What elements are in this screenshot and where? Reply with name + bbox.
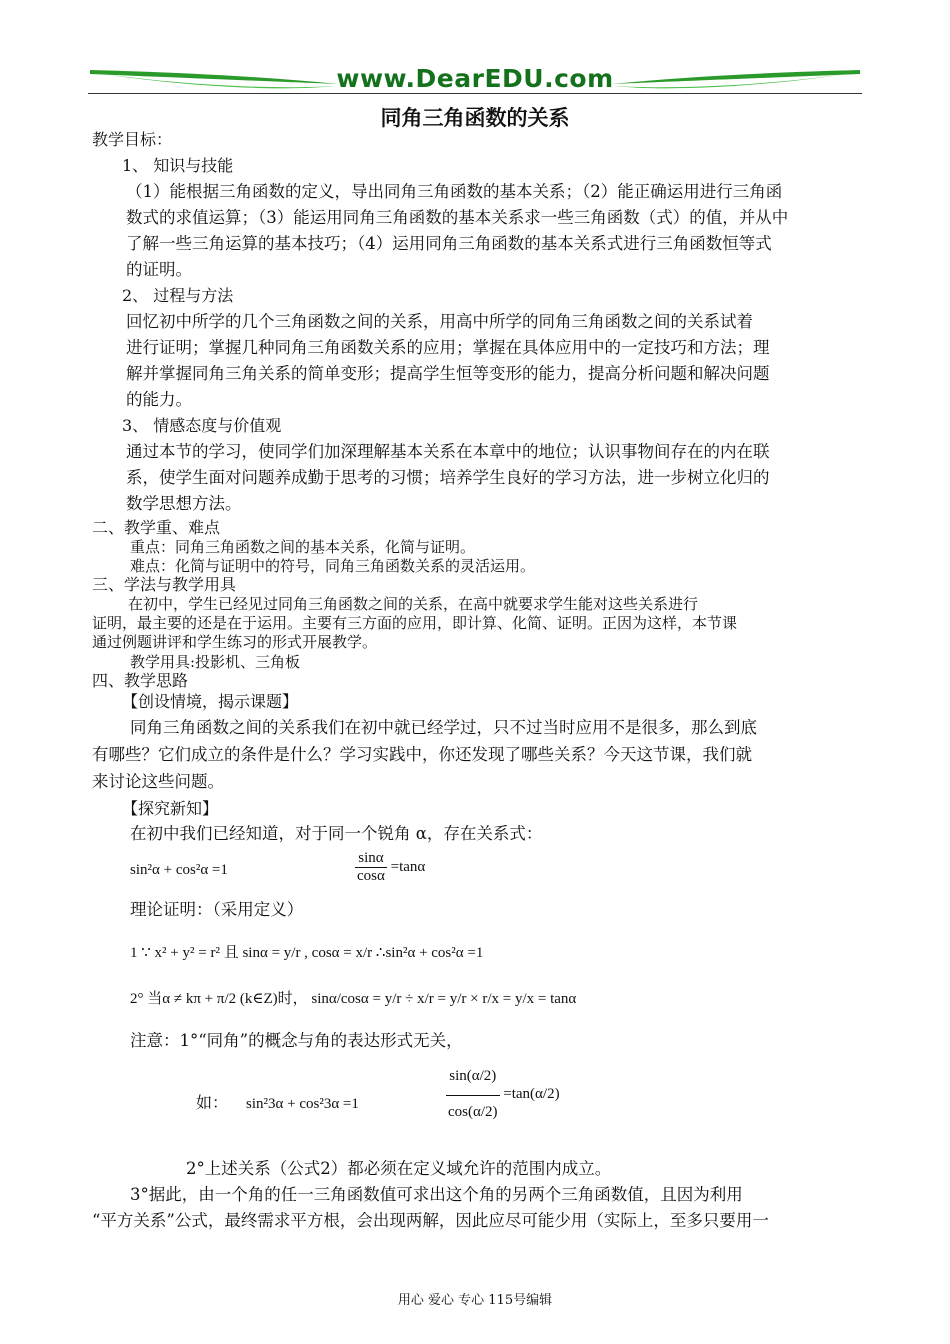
site-logo[interactable]: www.DearEDU.com (336, 64, 614, 93)
goal2-heading: 2、 过程与方法 (122, 286, 234, 305)
difficulty-point: 难点：化简与证明中的符号，同角三角函数关系的灵活运用。 (130, 557, 536, 575)
goal1-line: 数式的求值运算；（3）能运用同角三角函数的基本关系求一些三角函数（式）的值，并从中 (126, 208, 789, 227)
note-3-line: “平方关系”公式，最终需求平方根，会出现两解，因此应尽可能少用（实际上，至多只要用一 (92, 1211, 769, 1230)
formula-quotient-rhs: =tanα (390, 858, 426, 875)
formula-quotient-den: cosα (357, 868, 385, 884)
proof-step-1: 1 ∵ x² + y² = r² 且 sinα = y/r , cosα = x/r ∴sin²α + cos²α =1 (130, 945, 484, 961)
goal2-line: 回忆初中所学的几个三角函数之间的关系，用高中所学的同角三角函数之间的关系试着 (126, 312, 753, 331)
key-point: 重点：同角三角函数之间的基本关系，化简与证明。 (130, 538, 476, 556)
example-quotient-num: sin(α/2) (449, 1068, 497, 1084)
note-3-line: 3°据此，由一个角的任一三角函数值可求出这个角的另两个三角函数值，且因为利用 (130, 1185, 743, 1204)
proof-heading: 理论证明：（采用定义） (130, 900, 304, 919)
goal1-line: 了解一些三角运算的基本技巧；（4）运用同角三角函数的基本关系式进行三角函数恒等式 (126, 234, 772, 253)
page-title: 同角三角函数的关系 (380, 105, 570, 130)
explore-intro: 在初中我们已经知道，对于同一个锐角 α，存在关系式： (130, 824, 543, 843)
example-quotient-den: cos(α/2) (446, 1095, 500, 1121)
note-1: 注意：1°“同角”的概念与角的表达形式无关， (130, 1031, 463, 1050)
example-label: 如： (196, 1093, 229, 1112)
goal2-line: 的能力。 (126, 390, 192, 409)
section3-line: 在初中，学生已经见过同角三角函数之间的关系，在高中就要求学生能对这些关系进行 (128, 595, 699, 613)
note-2: 2°上述关系（公式2）都必须在定义域允许的范围内成立。 (186, 1159, 612, 1178)
scene-heading: 【创设情境，揭示课题】 (122, 692, 299, 711)
goal1-line: 的证明。 (126, 260, 192, 279)
goal2-line: 解并掌握同角三角关系的简单变形；提高学生恒等变形的能力，提高分析问题和解决问题 (126, 364, 770, 383)
formula-pythagorean: sin²α + cos²α =1 (130, 862, 228, 878)
scene-line: 有哪些？它们成立的条件是什么？学习实践中，你还发现了哪些关系？今天这节课，我们就 (92, 745, 752, 764)
formula-quotient (355, 850, 425, 885)
goal3-heading: 3、 情感态度与价值观 (122, 416, 282, 435)
section3-line: 证明，最主要的还是在于运用。主要有三方面的应用，即计算、化简、证明。正因为这样，本节课 (92, 614, 738, 632)
goals-heading: 教学目标： (92, 130, 173, 149)
formula-quotient-num: sinα (358, 850, 384, 866)
goal2-line: 进行证明；掌握几种同角三角函数关系的应用；掌握在具体应用中的一定技巧和方法；理 (126, 338, 770, 357)
explore-heading: 【探究新知】 (122, 799, 219, 818)
goal3-line: 数学思想方法。 (126, 494, 242, 513)
scene-line: 来讨论这些问题。 (92, 772, 224, 791)
section3-line: 通过例题讲评和学生练习的形式开展教学。 (92, 633, 378, 651)
page-footer: 用心 爱心 专心 115号编辑 (397, 1293, 553, 1308)
goal3-line: 系，使学生面对问题养成勤于思考的习惯；培养学生良好的学习方法，进一步树立化归的 (126, 468, 770, 487)
scene-line: 同角三角函数之间的关系我们在初中就已经学过，只不过当时应用不是很多，那么到底 (130, 718, 757, 737)
proof-step-2: 2° 当α ≠ kπ + π/2 (k∈Z)时， sinα/cosα = y/r ÷ x/r = y/r × r/x = y/x = tanα (130, 991, 577, 1007)
goal3-line: 通过本节的学习，使同学们加深理解基本关系在本章中的地位；认识事物间存在的内在联 (126, 442, 770, 461)
example-quotient-rhs: =tan(α/2) (503, 1085, 560, 1102)
example-quotient (446, 1068, 560, 1121)
section4-heading: 四、教学思路 (92, 671, 189, 690)
example-pythagorean: sin²3α + cos²3α =1 (246, 1096, 359, 1112)
teaching-tools: 教学用具:投影机、三角板 (130, 653, 301, 671)
header-divider (88, 93, 862, 94)
goal1-line: （1）能根据三角函数的定义，导出同角三角函数的基本关系；（2）能正确运用进行三角函 (126, 182, 783, 201)
goal1-heading: 1、 知识与技能 (122, 156, 234, 175)
section3-heading: 三、学法与教学用具 (92, 575, 237, 594)
section2-heading: 二、教学重、难点 (92, 518, 221, 537)
